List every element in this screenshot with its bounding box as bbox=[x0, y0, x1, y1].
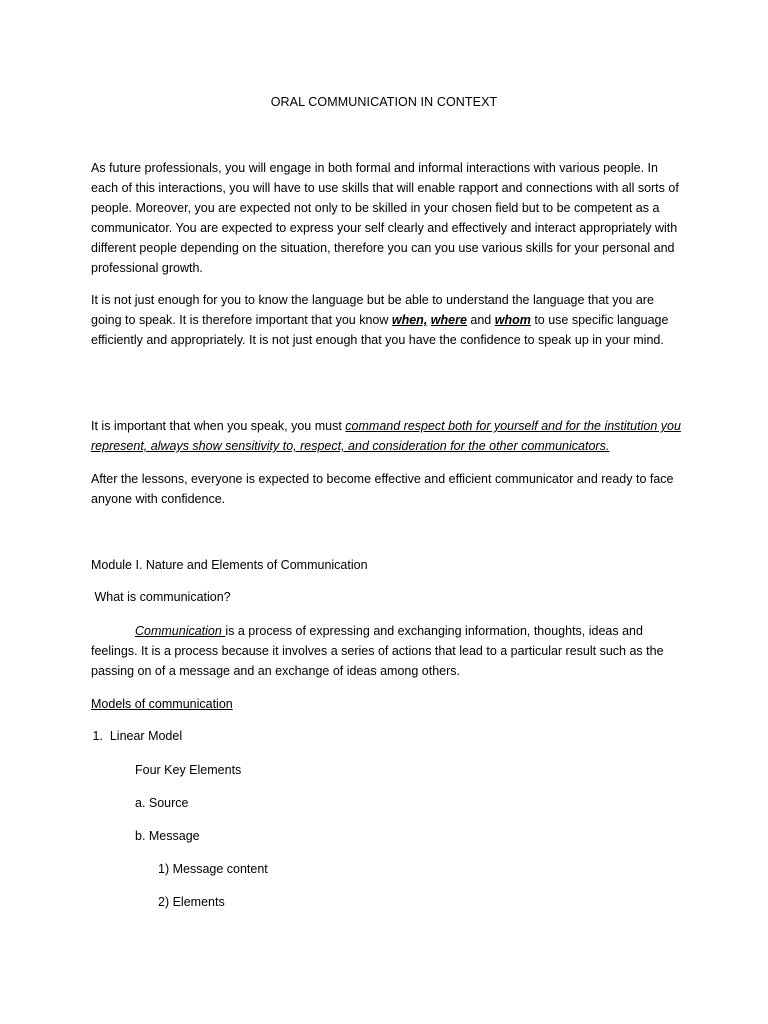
definition-text: is a process of expressing and exchanging information, thoughts, ideas and feelings. It is a process because it involves a series of actions that lead to a particular result such as the passing on of a message and an exchange of ideas among others. bbox=[91, 624, 664, 678]
question-text: What is communication? bbox=[91, 590, 231, 604]
respect-text-part1: It is important that when you speak, you must bbox=[91, 419, 346, 433]
and-word: and bbox=[466, 313, 495, 327]
module-heading: Module I. Nature and Elements of Communication bbox=[91, 558, 368, 572]
list-item-source: a. Source bbox=[135, 796, 189, 810]
list-item-linear-model: 1. Linear Model bbox=[89, 729, 183, 743]
respect-paragraph bbox=[91, 416, 681, 456]
emphasis-where: where bbox=[430, 313, 467, 327]
models-heading: Models of communication bbox=[91, 697, 233, 711]
emphasis-whom: whom bbox=[494, 313, 531, 327]
definition-term: Communication bbox=[135, 624, 226, 638]
intro-paragraph: As future professionals, you will engage in both formal and informal interactions with various people. In each of this interactions, you will have to use skills that will enable rapport and connections with all sorts of people. Moreover, you are expected not only to be skilled in your chosen field but to be competent as a communicator. You are expected to express your self clearly and effectively and interact appropriately with different people depending on the situation, therefore you can you use various skills for your personal and professional growth. bbox=[91, 161, 679, 275]
lessons-paragraph: After the lessons, everyone is expected to become effective and efficient communicator and ready to face anyone with confidence. bbox=[91, 472, 674, 506]
emphasis-when: when, bbox=[391, 313, 428, 327]
list-item-message: b. Message bbox=[135, 829, 200, 843]
list-item-key-elements: Four Key Elements bbox=[135, 763, 242, 777]
respect-emphasis: command respect both for yourself and for the institution you represent, always show sensitivity to, respect, and consideration for the other communicators. bbox=[91, 419, 681, 453]
definition-paragraph bbox=[91, 621, 681, 681]
language-paragraph bbox=[91, 290, 681, 350]
language-text-part1: It is not just enough for you to know the language but be able to understand the language that you are going to speak. It is therefore important that you know bbox=[91, 293, 654, 327]
document-title: ORAL COMMUNICATION IN CONTEXT bbox=[270, 95, 498, 109]
list-item-message-content: 1) Message content bbox=[158, 862, 268, 876]
language-text-part2: to use specific language efficiently and appropriately. It is not just enough that you have the confidence to speak up in your mind. bbox=[91, 313, 669, 347]
list-item-elements: 2) Elements bbox=[158, 895, 225, 909]
